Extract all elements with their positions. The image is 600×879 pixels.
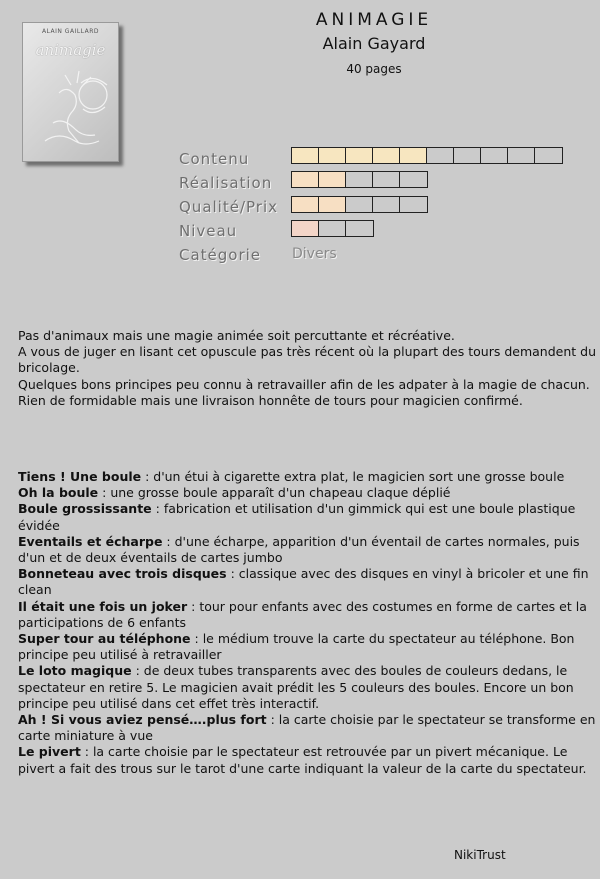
- trick-item: [18, 744, 598, 776]
- page-count: 40 pages: [346, 62, 402, 76]
- rating-cell-empty: [400, 172, 427, 187]
- rating-cell-empty: [373, 197, 400, 212]
- trick-desc: : la carte choisie par le spectateur est retrouvée par un pivert mécanique. Le pivert a fait des trous sur le tarot d'une carte indiquant la valeur de la carte du spectateur.: [18, 744, 587, 776]
- category-label: Catégorie: [179, 246, 262, 264]
- book-author: Alain Gayard: [322, 34, 426, 53]
- trick-item: [18, 485, 598, 501]
- trick-name: Bonneteau avec trois disques: [18, 566, 227, 582]
- trick-item: [18, 566, 598, 598]
- rating-cell-filled: [319, 197, 346, 212]
- trick-name: Boule grossissante: [18, 501, 152, 517]
- rating-cell-filled: [292, 172, 319, 187]
- trick-name: Le loto magique: [18, 663, 132, 679]
- trick-name: Oh la boule: [18, 485, 99, 501]
- rating-cell-filled: [346, 148, 373, 163]
- trick-desc: : fabrication et utilisation d'un gimmick qui est une boule plastique évidée: [18, 501, 576, 533]
- category-value: Divers: [292, 246, 337, 262]
- rating-cell-filled: [292, 148, 319, 163]
- trick-list: [18, 469, 598, 777]
- rating-label-contenu: Contenu: [179, 150, 250, 168]
- rating-bar-contenu: [291, 147, 563, 164]
- rating-cell-empty: [427, 148, 454, 163]
- rating-cell-empty: [535, 148, 562, 163]
- intro-text: [18, 328, 598, 409]
- rating-bar-realisation: [291, 171, 428, 188]
- rating-cell-filled: [292, 221, 319, 236]
- intro-line: Quelques bons principes peu connu à retravailler afin de les adpater à la magie de chacun.: [18, 376, 590, 392]
- trick-desc: : la carte choisie par le spectateur se transforme en carte miniature à vue: [18, 712, 596, 744]
- rating-cell-filled: [400, 148, 427, 163]
- trick-item: [18, 599, 598, 631]
- intro-line: Rien de formidable mais une livraison honnête de tours pour magicien confirmé.: [18, 392, 523, 408]
- rating-cell-filled: [373, 148, 400, 163]
- rating-cell-empty: [346, 172, 373, 187]
- rating-cell-empty: [400, 197, 427, 212]
- rating-cell-empty: [481, 148, 508, 163]
- trick-name: Tiens ! Une boule: [18, 469, 142, 484]
- intro-line: A vous de juger en lisant cet opuscule pas très récent où la plupart des tours demandent du bricolage.: [18, 344, 596, 376]
- rating-cell-filled: [319, 172, 346, 187]
- trick-name: Ah ! Si vous aviez pensé….plus fort: [18, 712, 267, 728]
- intro-line: Pas d'animaux mais une magie animée soit percuttante et récréative.: [18, 328, 455, 343]
- trick-desc: : tour pour enfants avec des costumes en forme de cartes et la participations de 6 enfants: [18, 598, 587, 630]
- rating-cell-empty: [346, 197, 373, 212]
- signature: NikiTrust: [454, 848, 506, 862]
- rating-label-qualite-prix: Qualité/Prix: [179, 198, 278, 216]
- rating-cell-empty: [319, 221, 346, 236]
- cover-illustration: [23, 23, 118, 161]
- rating-cell-empty: [346, 221, 373, 236]
- trick-name: Super tour au téléphone: [18, 631, 191, 647]
- rating-label-realisation: Réalisation: [179, 174, 273, 192]
- trick-name: Eventails et écharpe: [18, 533, 163, 549]
- trick-item: [18, 534, 598, 566]
- book-cover-image: [22, 22, 119, 162]
- trick-item: [18, 663, 598, 712]
- trick-desc: : de deux tubes transparents avec des boules de couleurs dedans, le spectateur en retire 5. Le magicien avait prédit les 5 couleurs des boules. Encore un bon principe peu utilisé dans cet effet très interactif.: [18, 663, 574, 711]
- rating-cell-empty: [508, 148, 535, 163]
- cover-author-text: ALAIN GAILLARD: [41, 28, 100, 35]
- trick-desc: : d'une écharpe, apparition d'un éventail de cartes normales, puis d'un et de deux éventails de cartes jumbo: [18, 533, 580, 566]
- trick-name: Le pivert: [18, 744, 81, 760]
- rating-bar-niveau: [291, 220, 374, 237]
- trick-item: [18, 631, 598, 663]
- trick-desc: : une grosse boule apparaît d'un chapeau claque déplié: [98, 485, 451, 501]
- trick-item: [18, 501, 598, 533]
- trick-desc: : le médium trouve la carte du spectateur au téléphone. Bon principe peu utilisé à retravailler: [18, 631, 575, 663]
- trick-name: Il était une fois un joker: [18, 598, 188, 614]
- cover-title-text: animagie: [35, 41, 106, 59]
- trick-item: [18, 712, 598, 744]
- rating-cell-empty: [373, 172, 400, 187]
- rating-bar-qualite-prix: [291, 196, 428, 213]
- rating-cell-filled: [319, 148, 346, 163]
- rating-cell-filled: [292, 197, 319, 212]
- rating-label-niveau: Niveau: [179, 222, 238, 240]
- trick-desc: : classique avec des disques en vinyl à bricoler et une fin clean: [18, 566, 589, 598]
- trick-item: [18, 469, 598, 485]
- book-title: ANIMAGIE: [315, 10, 433, 30]
- rating-cell-empty: [454, 148, 481, 163]
- trick-desc: : d'un étui à cigarette extra plat, le magicien sort une grosse boule: [141, 469, 565, 484]
